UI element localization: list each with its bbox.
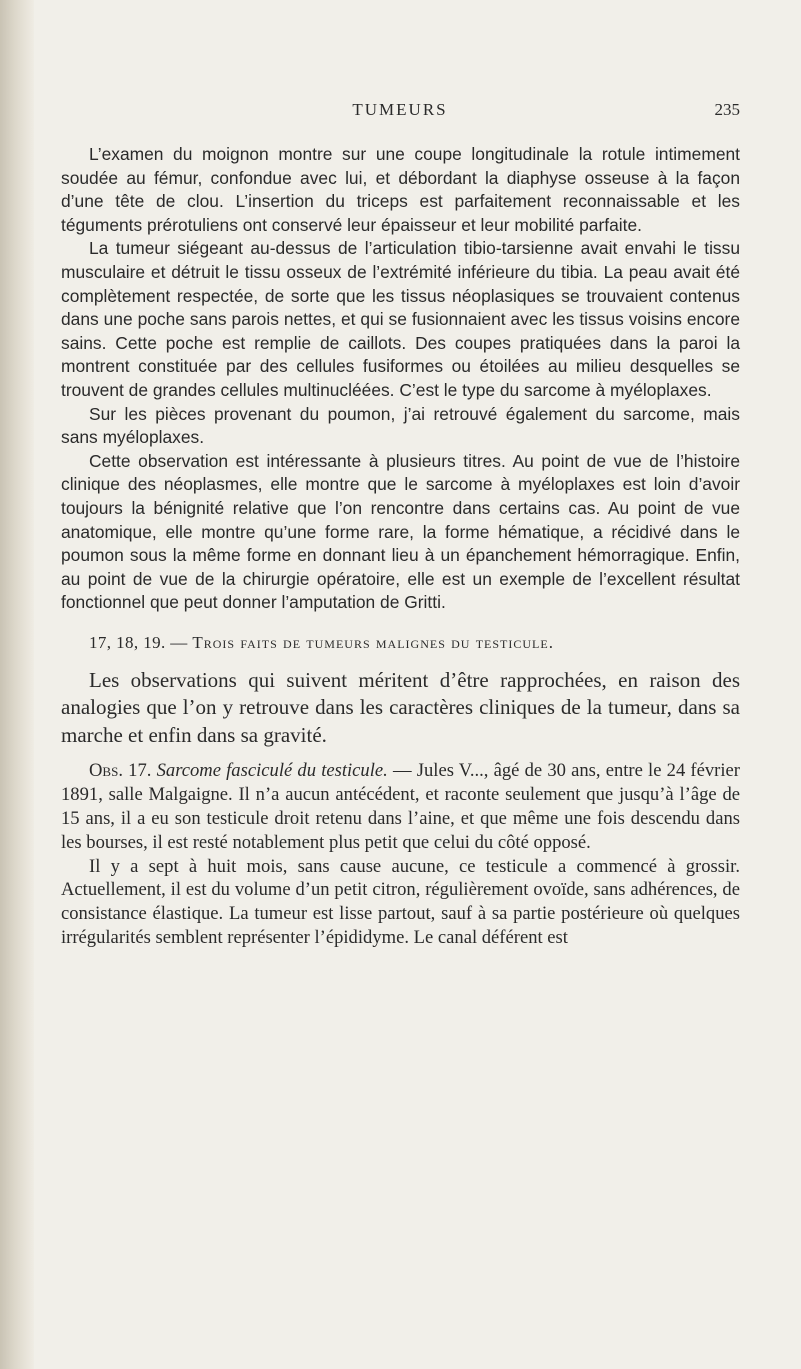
paragraph-amputation-exam: L’examen du moignon montre sur une coupe longitudinale la rotule intimement soudée au fémur, confondue avec lui, et débordant la diaphyse osseuse à la façon d’une tête de clou. L’insertion du triceps est parfaitement reconnaissable et les téguments prérotuliens ont conservé leur épaisseur et leur mobilité parfaite. [61, 144, 740, 235]
observation-text: — Jules V..., âgé de 30 ans, entre le 24 février 1891, salle Malgaigne. Il n’a aucun antécédent, et raconte seulement que jusqu’à l’âge de 15 ans, il a eu son testicule droit retenu dans l’aine, et que même une fois descendu dans les bourses, il est resté notablement plus petit que celui du côté opposé. [61, 760, 740, 853]
page-binding-edge [0, 0, 34, 1369]
section-title: Trois faits de tumeurs malignes du testicule. [192, 632, 554, 652]
paragraph-conclusion: Cette observation est intéressante à plusieurs titres. Au point de vue de l’histoire clinique des néoplasmes, elle montre que le sarcome à myéloplaxes est loin d’avoir toujours la bénignité relative que l’on rencontre dans certains cas. Au point de vue anatomique, elle montre qu’une forme rare, la forme hématique, a récidivé dans le poumon sous la même forme en donnant lieu à un épanchement hémorragique. Enfin, au point de vue de la chirurgie opératoire, elle est un exemple de l’excellent résultat fonctionnel que peut donner l’amputation de Gritti. [61, 450, 740, 613]
observation-paragraph-2: Il y a sept à huit mois, sans cause aucune, ce testicule a commencé à grossir. Actuellement, il est du volume d’un petit citron, régulièrement ovoïde, sans adhérences, de consistance élastique. La tumeur est lisse partout, sauf à sa partie postérieure où quelques irrégularités semblent représenter l’épididyme. Le canal déférent est [61, 855, 740, 948]
page-body [61, 143, 740, 950]
section-heading [61, 631, 740, 655]
section-intro: Les observations qui suivent méritent d’être rapprochées, en raison des analogies que l’on y retrouve dans les caractères cliniques de la tumeur, dans sa marche et enfin dans sa gravité. [61, 667, 740, 747]
observation-label: Obs. 17. [89, 760, 152, 782]
running-title: TUMEURS [352, 100, 448, 119]
paragraph-lung-findings: Sur les pièces provenant du poumon, j’ai retrouvé également du sarcome, mais sans myéloplaxes. [61, 403, 740, 448]
page-number: 235 [714, 100, 740, 119]
paragraph-tumor-description: La tumeur siégeant au-dessus de l’articulation tibio-tarsienne avait envahi le tissu musculaire et détruit le tissu osseux de l’extrémité inférieure du tibia. La peau avait été complètement respectée, de sorte que les tissus néoplasiques se trouvaient contenus dans une poche sans parois nettes, et qui se fusionnaient avec les tissus voisins encore sains. Cette poche est remplie de caillots. Des coupes pratiquées dans la paroi la montrent constituée par des cellules fusiformes ou étoilées au milieu desquelles se trouvent de grandes cellules multinucléées. C’est le type du sarcome à myéloplaxes. [61, 238, 740, 400]
page-header [60, 100, 740, 126]
section-numbers: 17, 18, 19. — [89, 632, 193, 652]
observation-title: Sarcome fasciculé du testicule. [156, 760, 388, 782]
observation-paragraph [61, 759, 740, 854]
